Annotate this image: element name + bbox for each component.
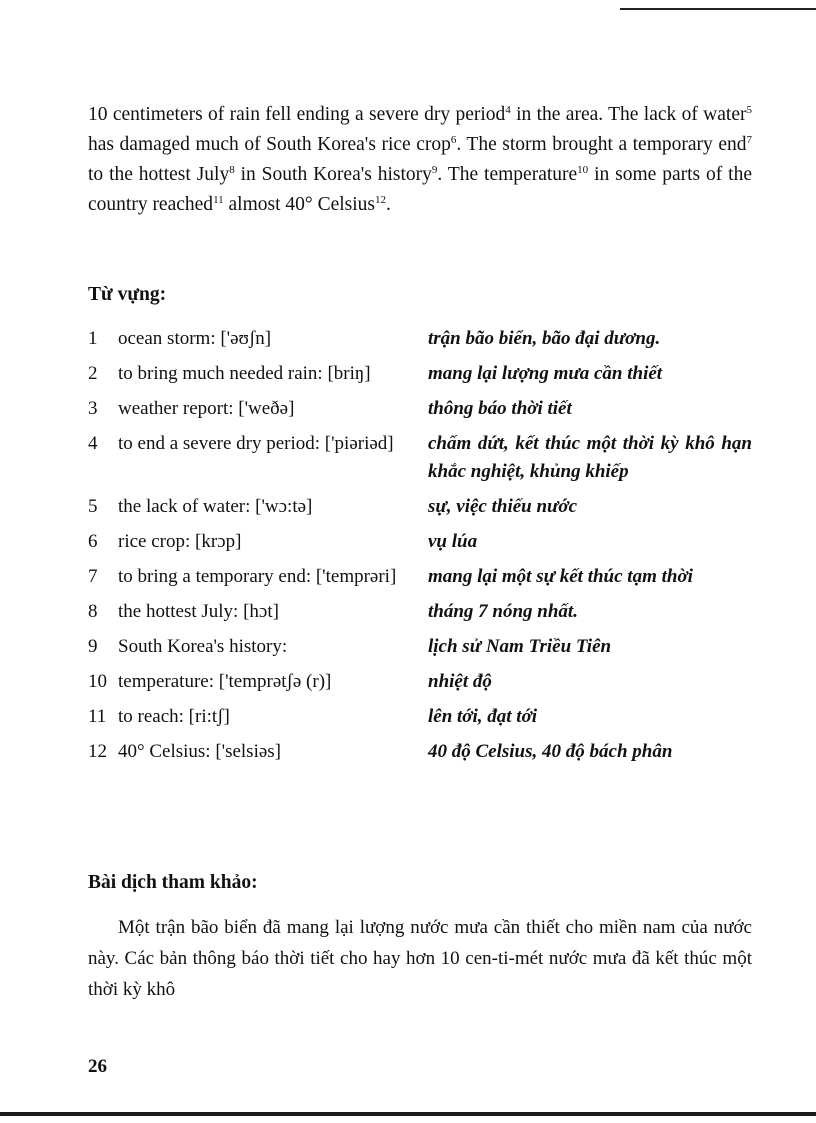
- footnote-marker: 11: [213, 194, 224, 206]
- passage-segment: in some parts of the country reached: [88, 164, 752, 215]
- vocab-meaning: thông báo thời tiết: [428, 398, 572, 419]
- vocabulary-heading: Từ vựng:: [88, 284, 167, 305]
- vocab-item: [88, 360, 752, 388]
- vocab-number: 7: [88, 566, 98, 587]
- vocab-meaning: trận bão biển, bão đại dương.: [428, 328, 661, 349]
- vocab-item: [88, 668, 752, 696]
- vocab-term: ocean storm: ['əʊʃn]: [118, 328, 272, 349]
- vocab-meaning: mang lại lượng mưa cần thiết: [428, 363, 663, 384]
- passage-segment: has damaged much of South Korea's rice crop: [88, 134, 451, 155]
- vocab-item: [88, 703, 752, 731]
- vocab-meaning: lịch sử Nam Triều Tiên: [428, 636, 612, 657]
- vocab-number: 9: [88, 636, 98, 657]
- passage-segment: in South Korea's history: [234, 164, 432, 185]
- vocab-item: [88, 493, 752, 521]
- vocab-number: 1: [88, 328, 98, 349]
- passage-segment: to the hottest July: [88, 164, 230, 185]
- passage-segment: almost 40° Celsius: [223, 194, 376, 215]
- vocab-term: to bring much needed rain: [briŋ]: [118, 363, 371, 384]
- vocab-item: [88, 563, 752, 591]
- vocab-term: temperature: ['temprətʃə (r)]: [118, 671, 332, 692]
- vocab-meaning: nhiệt độ: [428, 671, 492, 692]
- vocab-number: 2: [88, 363, 98, 384]
- vocab-term: to reach: [ri:tʃ]: [118, 706, 230, 727]
- vocab-meaning: mang lại một sự kết thúc tạm thời: [428, 566, 693, 587]
- vocab-item: [88, 738, 752, 766]
- vocab-number: 12: [88, 741, 107, 762]
- vocab-term: to bring a temporary end: ['temprəri]: [118, 566, 397, 587]
- vocab-term: rice crop: [krɔp]: [118, 531, 242, 552]
- vocabulary-list: [88, 325, 752, 773]
- vocab-item: [88, 430, 752, 486]
- english-passage: [88, 100, 752, 220]
- vocab-term: the lack of water: ['wɔ:tə]: [118, 496, 313, 517]
- vocab-number: 5: [88, 496, 98, 517]
- vocab-term: to end a severe dry period: ['piəriəd]: [118, 433, 394, 454]
- vocab-item: [88, 325, 752, 353]
- vocab-meaning: tháng 7 nóng nhất.: [428, 601, 578, 622]
- vocab-number: 4: [88, 433, 98, 454]
- vocab-term: weather report: ['weðə]: [118, 398, 295, 419]
- vocab-item: [88, 598, 752, 626]
- vocab-number: 10: [88, 671, 107, 692]
- footnote-marker: 8: [229, 164, 235, 176]
- vocab-term: the hottest July: [hɔt]: [118, 601, 279, 622]
- vocab-number: 6: [88, 531, 98, 552]
- translation-heading: Bài dịch tham khảo:: [88, 872, 258, 893]
- vocab-meaning: 40 độ Celsius, 40 độ bách phân: [428, 741, 673, 762]
- passage-segment: . The storm brought a temporary end: [456, 134, 747, 155]
- passage-segment: 10 centimeters of rain fell ending a severe dry period: [88, 104, 506, 125]
- footnote-marker: 4: [505, 104, 511, 116]
- top-rule: [620, 8, 816, 10]
- passage-segment: . The temperature: [437, 164, 578, 185]
- footnote-marker: 5: [746, 104, 752, 116]
- footnote-marker: 9: [431, 164, 438, 176]
- page-number: 26: [88, 1056, 107, 1077]
- vocab-item: [88, 528, 752, 556]
- passage-segment: in the area. The lack of water: [510, 104, 747, 125]
- vocab-meaning: vụ lúa: [428, 531, 478, 552]
- footnote-marker: 10: [577, 164, 589, 176]
- vocab-item: [88, 395, 752, 423]
- vocab-item: [88, 633, 752, 661]
- vocab-term: South Korea's history:: [118, 636, 288, 657]
- footnote-marker: 12: [375, 194, 387, 206]
- bottom-rule: [0, 1112, 816, 1116]
- vocab-meaning: lên tới, đạt tới: [428, 706, 538, 727]
- vocab-number: 11: [88, 706, 107, 727]
- footnote-marker: 6: [450, 134, 457, 146]
- translation-text: Một trận bão biển đã mang lại lượng nước mưa cần thiết cho miền nam của nước này. Các bản thông báo thời tiết cho hay hơn 10 cen-ti-mét nước mưa đã kết thúc một thời kỳ khô: [88, 917, 752, 1000]
- vocab-meaning: sự, việc thiếu nước: [428, 496, 578, 517]
- passage-segment: .: [386, 194, 391, 215]
- vocab-number: 3: [88, 398, 98, 419]
- vocab-meaning: chấm dứt, kết thúc một thời kỳ khô hạn khắc nghiệt, khủng khiếp: [428, 433, 752, 482]
- footnote-marker: 7: [746, 134, 752, 146]
- vocab-number: 8: [88, 601, 98, 622]
- vocab-term: 40° Celsius: ['selsiəs]: [118, 741, 282, 762]
